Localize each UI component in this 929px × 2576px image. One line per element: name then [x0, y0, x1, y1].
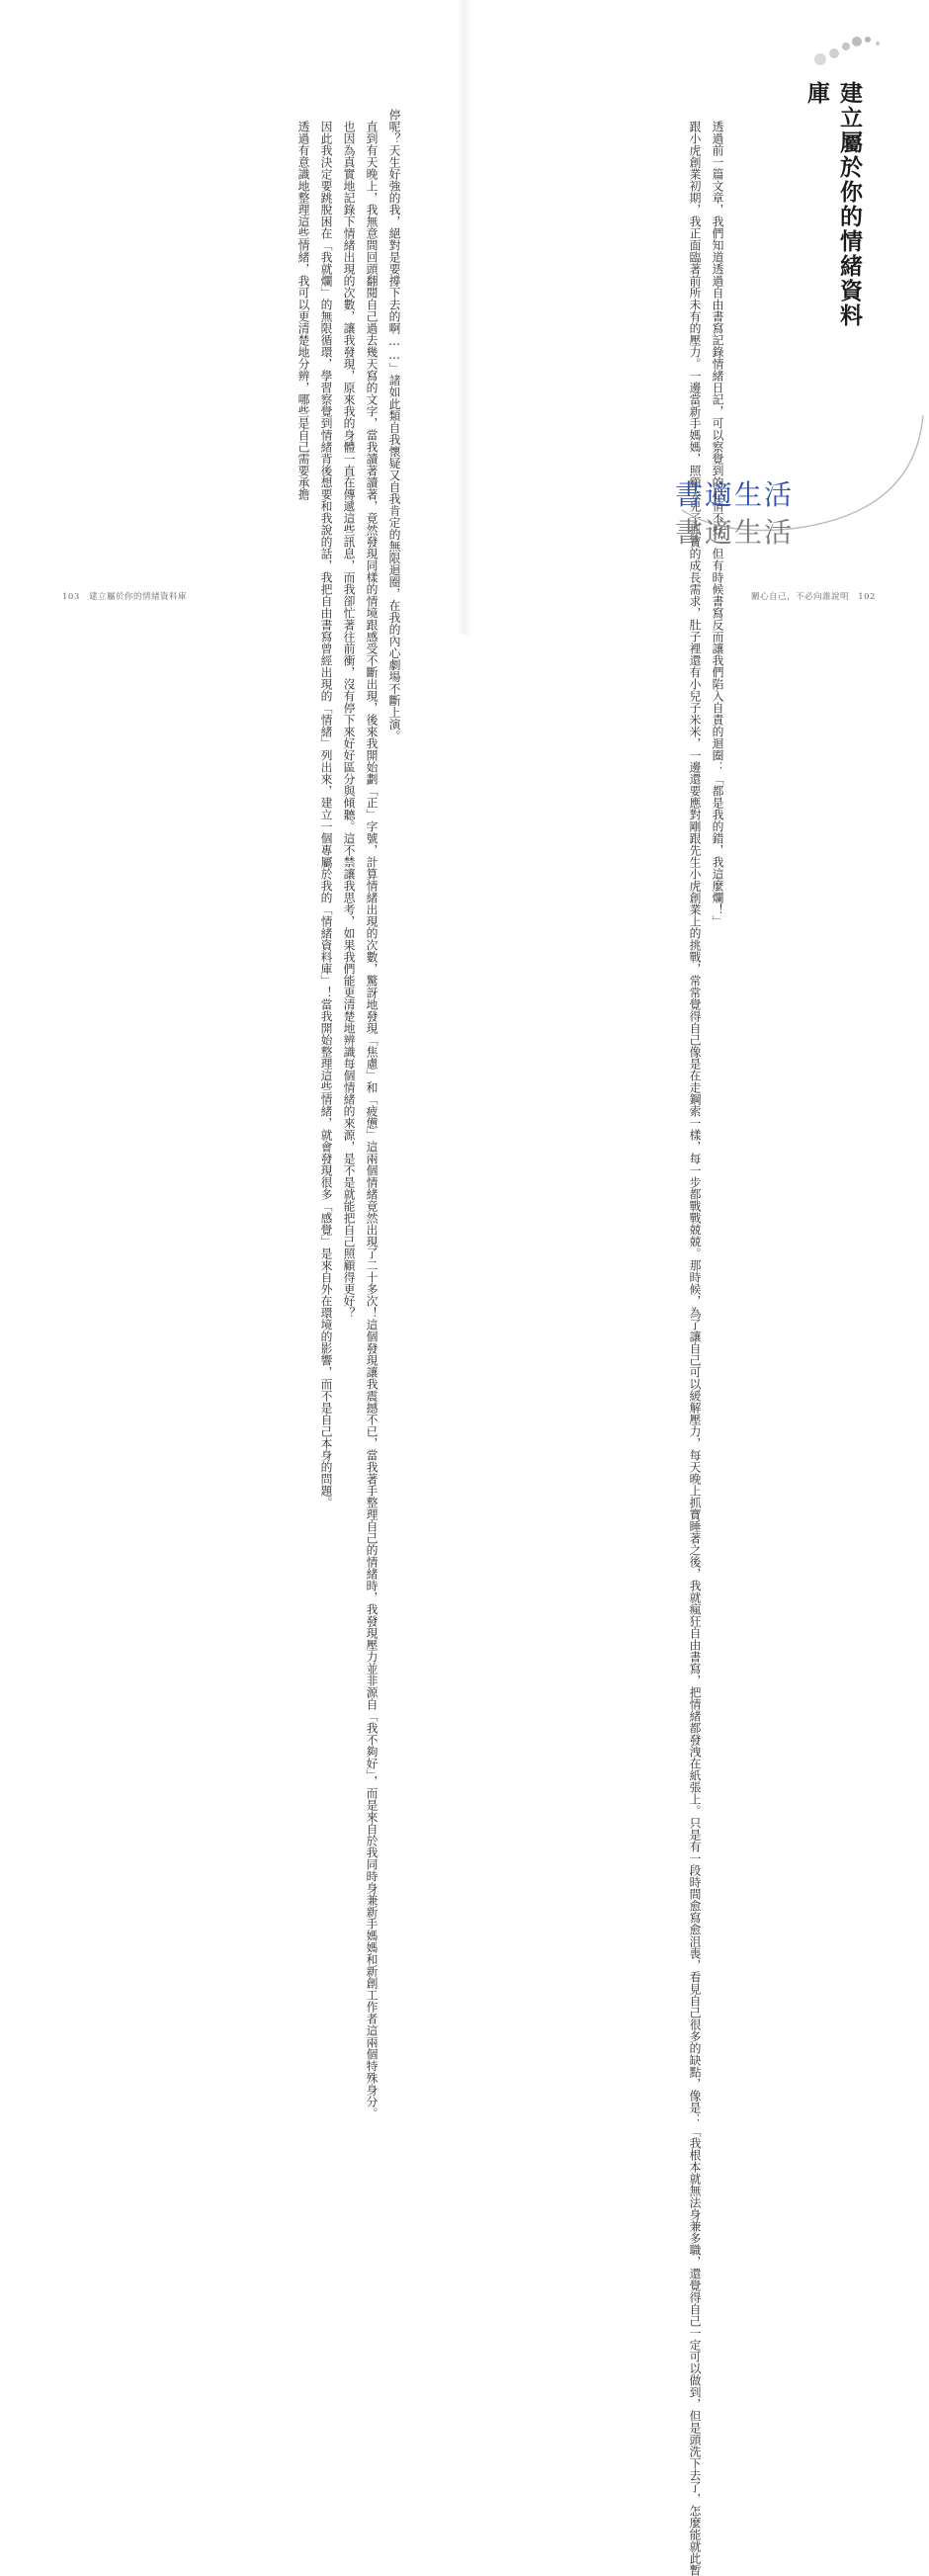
left-paragraph-4: 因此我決定要跳脫困在「我就爛」的無限循環，學習察覺到情緒背後想要和我說的話，我把自由書寫曾經出現的「情緒」列出來，建立一個專屬於我的「情緒資料庫」！當我開始整理這些情緒，就會發現很多「感覺」是來自外在環境的影響，而不是自己本身的問題。	[319, 109, 333, 1508]
decorative-dots-icon	[808, 28, 897, 67]
watermark-gray: 書適生活	[675, 516, 795, 549]
left-paragraph-1: 停呢？天生好強的我，絕對是要撐下去的啊……」諸如此類自我懷疑又自我肯定的無限迴圈，在我的內心劇場不斷上演。	[387, 109, 401, 742]
running-title-left: 建立屬於你的情緒資料庫	[88, 592, 187, 602]
footer-right	[751, 590, 882, 602]
left-paragraph-3: 也因為真實地記錄下情緒出現的次數，讓我發現，原來我的身體一直在傳遞這些訊息，而我卻忙著往前衝，沒有停下來好好區分與傾聽。這不禁讓我思考，如果我們能更清楚地辨識每個情緒的來源，是不是就能把自己照顧得更好？	[342, 109, 356, 1319]
right-paragraph-1: 透過前一篇文章，我們知道透過自由書寫記錄情緒日記，可以察覺到的心情不好，但有時候書寫反而讓我們陷入自責的迴圈：「都是我的錯，我這麼爛！」	[711, 109, 724, 927]
left-paragraph-5: 透過有意識地整理這些情緒，我可以更清楚地分辨，哪些是自己需要承擔	[296, 109, 310, 500]
running-title-right: 關心自己，不必向誰說明	[751, 592, 850, 602]
footer-left	[56, 590, 187, 602]
chapter-title: 建立屬於你的情緒資料庫	[803, 81, 862, 328]
page-number-left: 103	[62, 592, 80, 602]
left-paragraph-2: 直到有天晚上，我無意間回頭翻閱自己過去幾天寫的文字，當我讀著讀著，竟然發現同樣的情境跟感受不斷出現，後來我開始劃「正」字號，計算情緒出現的次數，驚訝地發現「焦慮」和「疲憊」這兩個情緒竟然出現了二十多次！這個發現讓我震撼不已，當我著手整理自己的情緒時，我發現壓力並非源自「我不夠好」，而是來自於我同時身兼新手媽媽和新創工作者這兩個特殊身分。	[365, 109, 379, 2120]
book-gutter	[458, 0, 471, 635]
watermark-blue: 書適生活	[675, 478, 795, 511]
page-number-right: 102	[858, 592, 876, 602]
right-paragraph-2: 跟小虎創業初期，我正面臨著前所未有的壓力。一邊當新手媽媽，照顧大兒子抓寶的成長需求，肚子裡還有小兒子米米，一邊還要應對剛跟先生小虎創業上的挑戰，常常覺得自己像是在走鋼索一樣，每一步都戰戰兢兢。那時候，為了讓自己可以緩解壓力，每天晚上抓寶睡著之後，我就瘋狂自由書寫，把情緒都發洩在紙張上。只是有一段時間愈寫愈沮喪，看見自己很多的缺點，像是：「我根本就無法身兼多職，還覺得自己一定可以做到，但是頭洗下去了，怎麼能就此暫	[688, 109, 702, 2576]
